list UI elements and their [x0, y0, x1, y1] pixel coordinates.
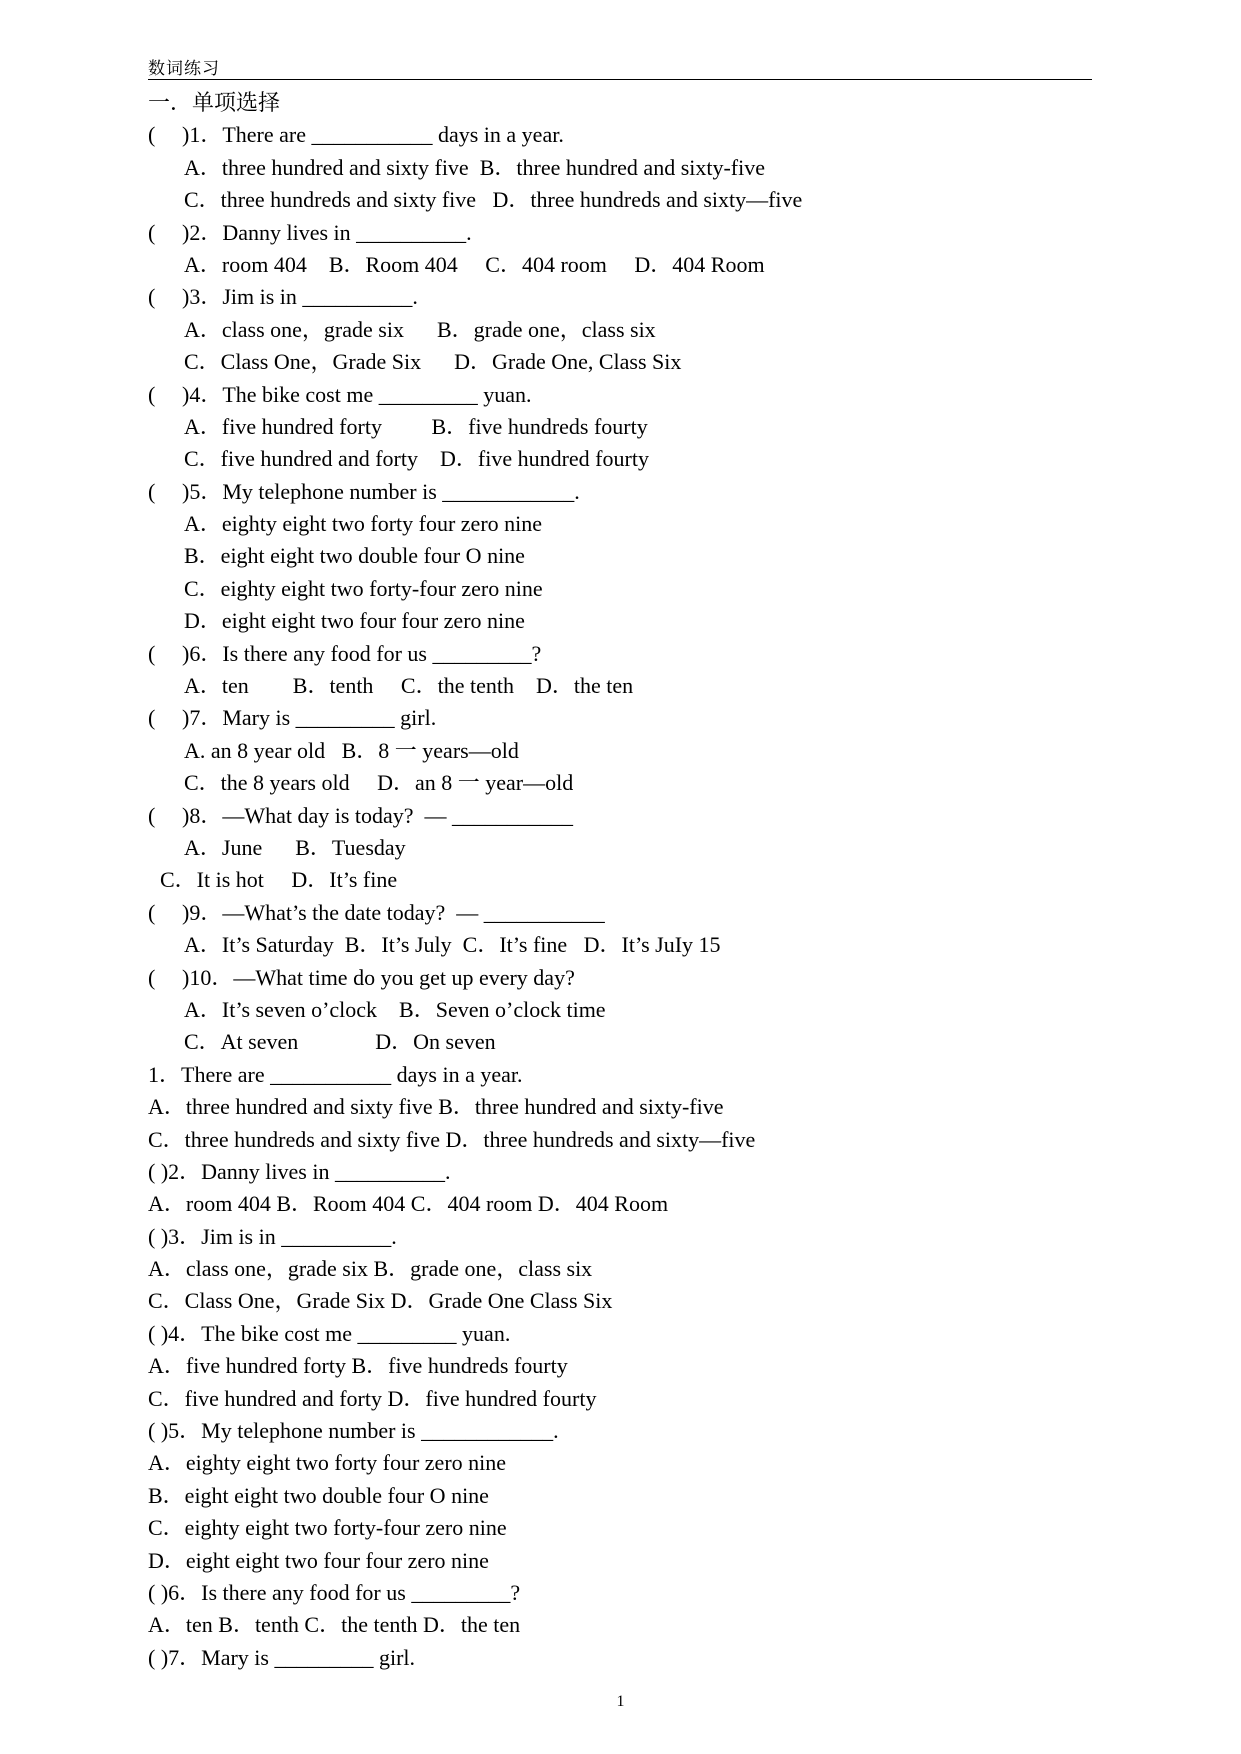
repeat-question-4-options-cd: C．five hundred and forty D．five hundred fourty — [148, 1385, 597, 1411]
repeat-question-3-options-cd: C．Class One，Grade Six D．Grade One Class Six — [148, 1288, 613, 1314]
repeat-question-5-option-b: B．eight eight two double four O nine — [148, 1482, 489, 1508]
answer-blank: ( — [148, 284, 156, 310]
question-4-stem: ( )4．The bike cost me _________ yuan. — [148, 379, 1181, 411]
repeat-question-2-options: A．room 404 B．Room 404 C．404 room D．404 Room — [148, 1191, 669, 1217]
worksheet-body — [148, 87, 1181, 1674]
repeat-question-5-option-d: D．eight eight two four four zero nine — [148, 1547, 489, 1573]
question-10-options-cd: C．At seven D．On seven — [184, 1029, 496, 1055]
question-6-stem: ( )6．Is there any food for us _________? — [148, 638, 1181, 670]
question-3-options-ab: A．class one，grade six B．grade one，class six — [184, 316, 656, 342]
question-5-stem: ( )5．My telephone number is ____________. — [148, 476, 1181, 508]
repeat-question-1-stem: 1．There are ___________ days in a year. — [148, 1061, 523, 1087]
repeat-question-4-options-ab: A．five hundred forty B．five hundreds fourty — [148, 1353, 568, 1379]
question-10-options-ab: A．It’s seven o’clock B．Seven o’clock time — [184, 996, 606, 1022]
repeat-question-3-options-ab: A．class one，grade six B．grade one，class six — [148, 1256, 593, 1282]
question-7-options-ab: A. an 8 year old B．8 一 years—old — [184, 737, 519, 763]
page-header-title: 数词练习 — [148, 59, 220, 78]
answer-blank: ( — [148, 219, 156, 245]
answer-blank: ( — [148, 705, 156, 731]
question-1-stem: ( )1．There are ___________ days in a year. — [148, 119, 1181, 151]
question-8-options-ab: A．June B．Tuesday — [184, 834, 406, 860]
question-8-stem: ( )8．—What day is today? — ___________ — [148, 800, 1181, 832]
answer-blank: ( — [148, 122, 156, 148]
question-10-stem: ( )10．—What time do you get up every day? — [148, 962, 1181, 994]
repeat-question-1-options-cd: C．three hundreds and sixty five D．three hundreds and sixty—five — [148, 1126, 756, 1152]
question-9-stem: ( )9．—What’s the date today? — ___________ — [148, 897, 1181, 929]
section-title: 一．单项选择 — [148, 90, 281, 115]
question-7-options-cd: C．the 8 years old D．an 8 一 year—old — [184, 770, 574, 796]
repeat-question-5-option-c: C．eighty eight two forty-four zero nine — [148, 1515, 507, 1541]
header-rule — [148, 79, 1092, 80]
repeat-question-3-stem: ( )3．Jim is in __________. — [148, 1223, 397, 1249]
question-2-stem: ( )2．Danny lives in __________. — [148, 217, 1181, 249]
question-5-option-c: C．eighty eight two forty-four zero nine — [184, 575, 543, 601]
answer-blank: ( — [148, 964, 156, 990]
repeat-question-6-stem: ( )6．Is there any food for us _________? — [148, 1579, 521, 1605]
question-4-options-ab: A．five hundred forty B．five hundreds fourty — [184, 413, 648, 439]
question-3-stem: ( )3．Jim is in __________. — [148, 281, 1181, 313]
repeat-question-5-option-a: A．eighty eight two forty four zero nine — [148, 1450, 507, 1476]
question-5-option-d: D．eight eight two four four zero nine — [184, 608, 525, 634]
answer-blank: ( — [148, 802, 156, 828]
repeat-question-7-stem: ( )7．Mary is _________ girl. — [148, 1644, 416, 1670]
question-5-option-a: A．eighty eight two forty four zero nine — [184, 511, 543, 537]
page-number: 1 — [616, 1693, 625, 1710]
repeat-question-1-options-ab: A．three hundred and sixty five B．three hundred and sixty-five — [148, 1094, 724, 1120]
question-7-stem: ( )7．Mary is _________ girl. — [148, 702, 1181, 734]
question-6-options: A．ten B．tenth C．the tenth D．the ten — [184, 673, 634, 699]
question-5-option-b: B．eight eight two double four O nine — [184, 543, 525, 569]
answer-blank: ( — [148, 640, 156, 666]
question-2-options: A．room 404 B．Room 404 C．404 room D．404 Room — [184, 251, 765, 277]
answer-blank: ( — [148, 899, 156, 925]
question-1-options-ab: A．three hundred and sixty five B．three hundred and sixty-five — [184, 154, 766, 180]
repeat-question-5-stem: ( )5．My telephone number is ____________. — [148, 1418, 559, 1444]
question-1-options-cd: C．three hundreds and sixty five D．three hundreds and sixty—five — [184, 187, 803, 213]
question-4-options-cd: C．five hundred and forty D．five hundred fourty — [184, 446, 649, 472]
repeat-question-6-options: A．ten B．tenth C．the tenth D．the ten — [148, 1612, 521, 1638]
question-8-options-cd: C．It is hot D．It’s fine — [160, 867, 398, 893]
repeat-question-4-stem: ( )4．The bike cost me _________ yuan. — [148, 1320, 511, 1346]
repeat-question-2-stem: ( )2．Danny lives in __________. — [148, 1158, 451, 1184]
question-9-options: A．It’s Saturday B．It’s July C．It’s fine D．It’s JuIy 15 — [184, 932, 721, 958]
question-3-options-cd: C．Class One，Grade Six D．Grade One, Class Six — [184, 349, 682, 375]
answer-blank: ( — [148, 478, 156, 504]
answer-blank: ( — [148, 381, 156, 407]
